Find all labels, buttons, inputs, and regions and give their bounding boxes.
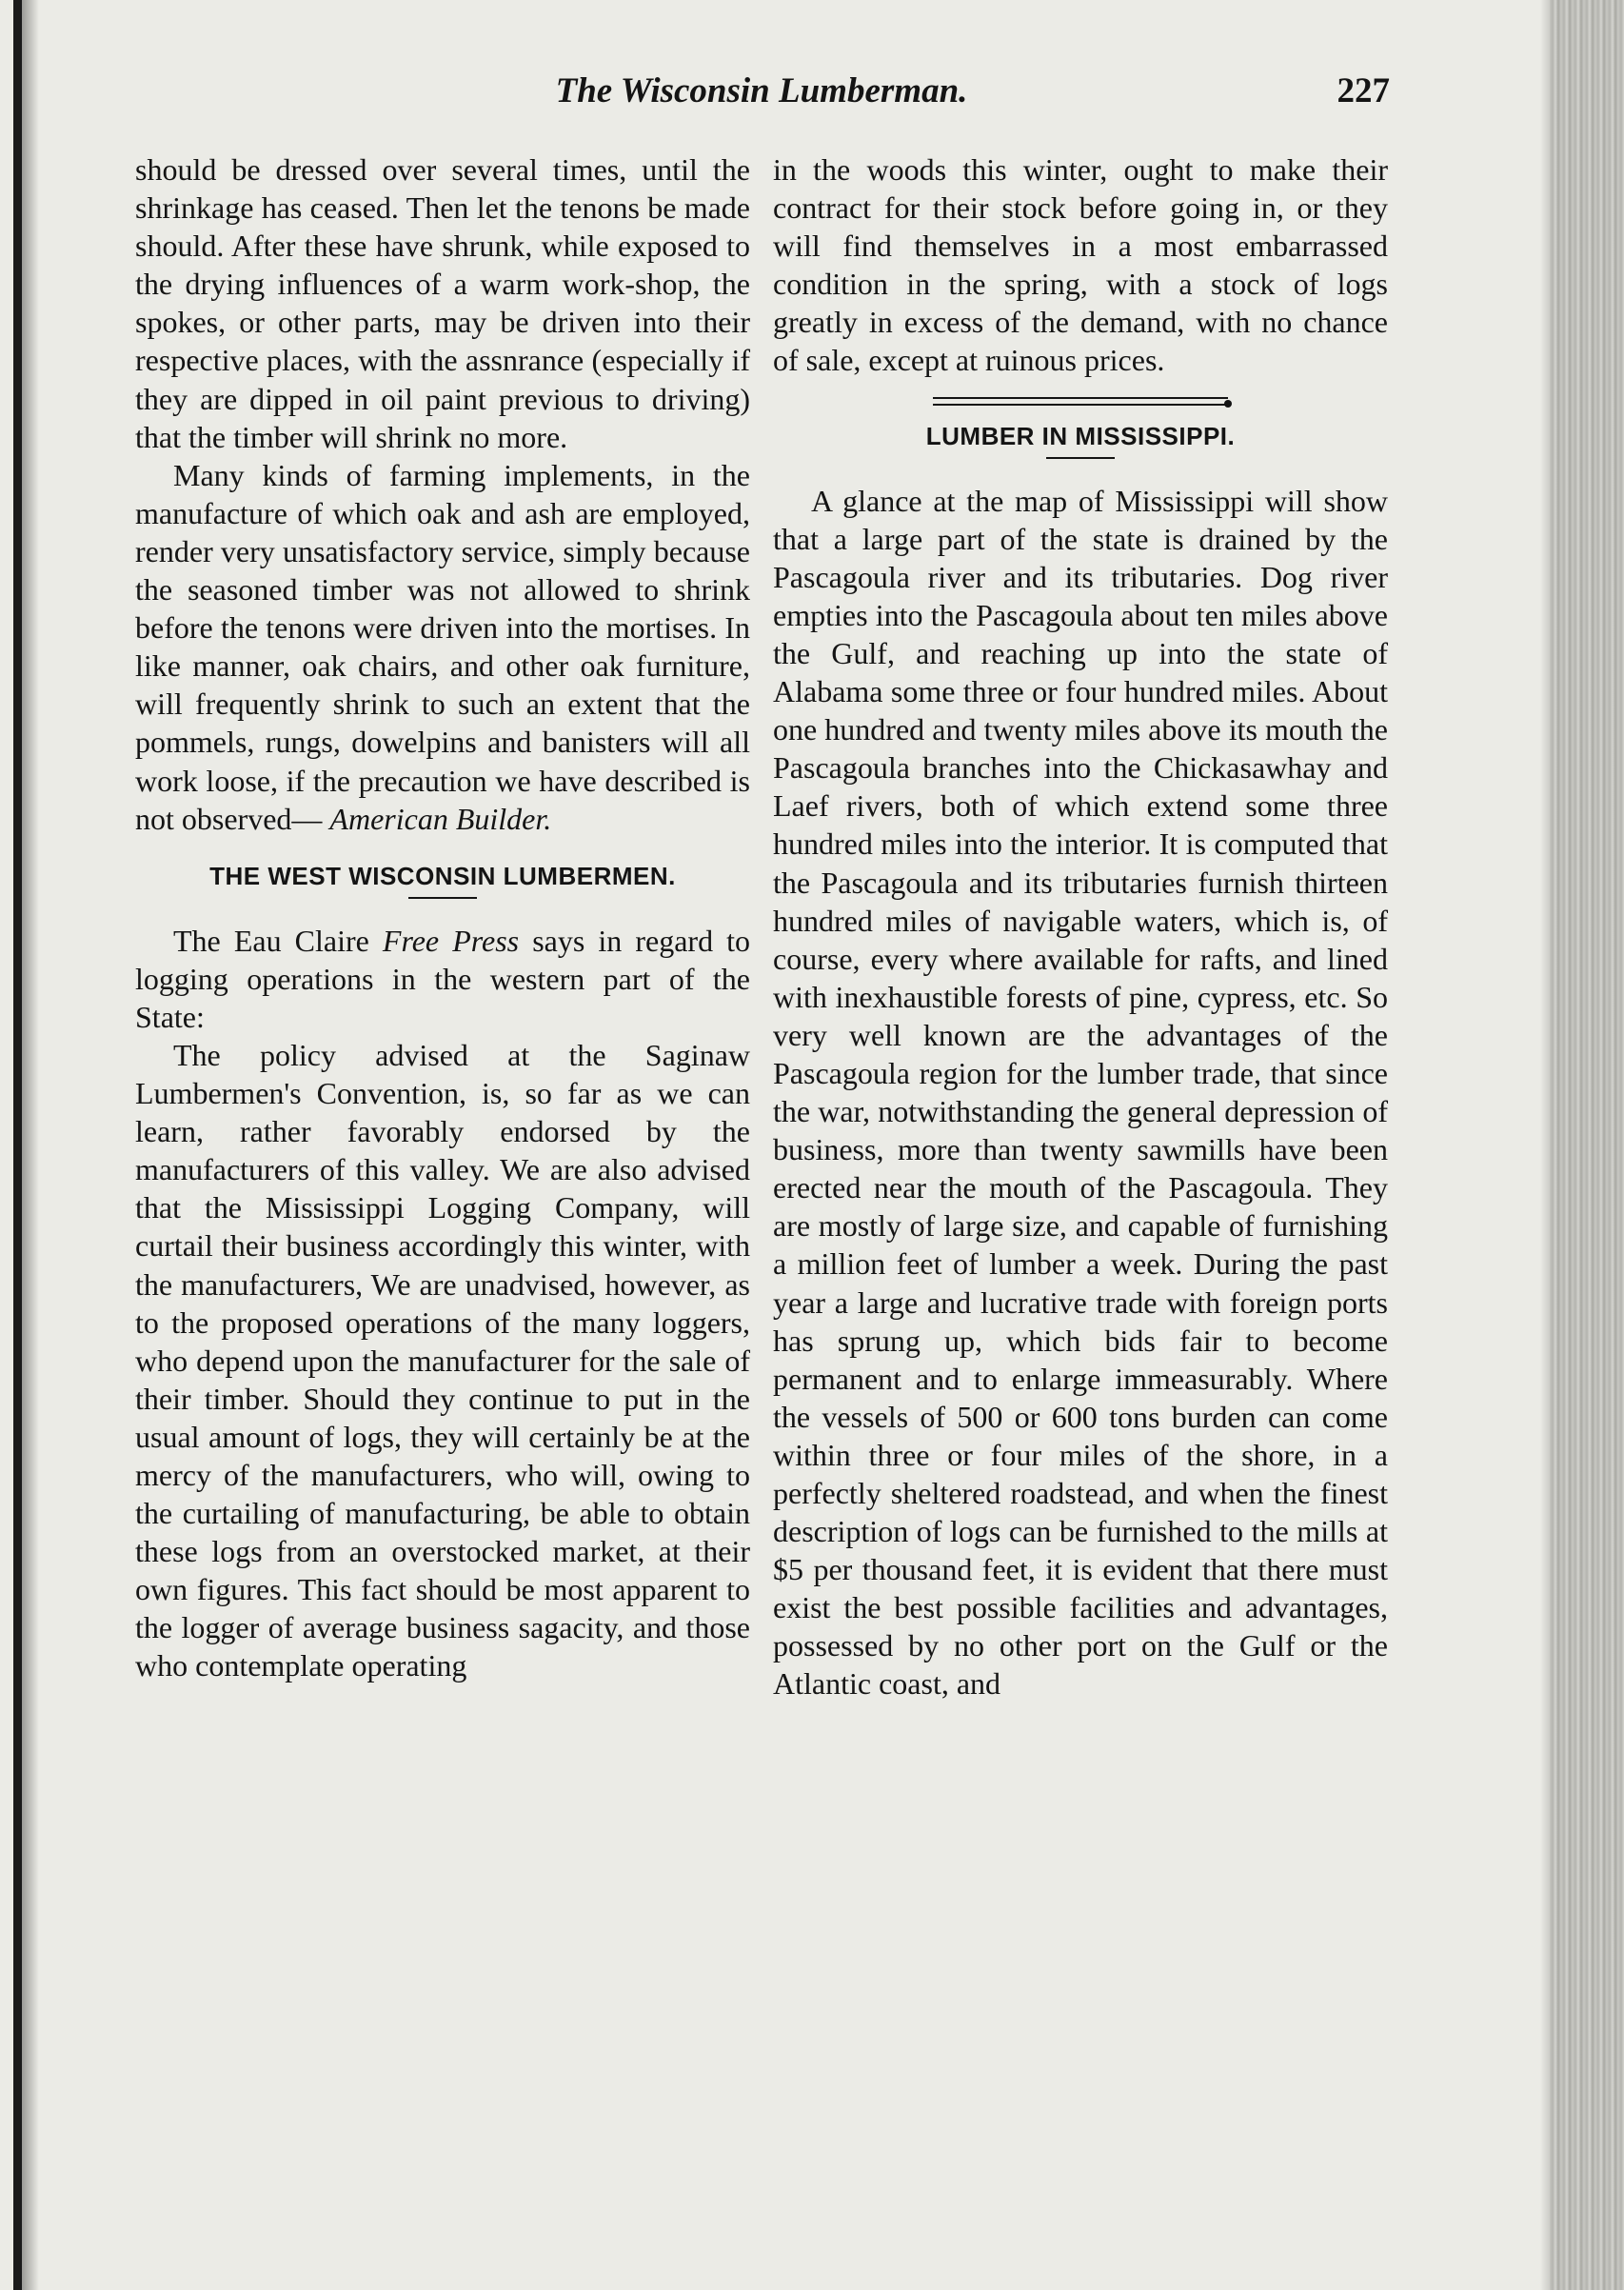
paragraph-continued: in the woods this winter, ought to make their contract for their stock before going in, or they will find themselves in a most embarrassed condition in the spring, with a stock of logs greatly in excess of the demand, with no chance of sale, except at ruinous prices. xyxy=(773,152,1388,378)
page-left-border xyxy=(13,0,22,2290)
paragraph-text: The Eau Claire xyxy=(173,923,369,958)
paragraph-text: Many kinds of farming implements, in the manufacture of which oak and ash are employed, render very unsatisfactory service, simply because the seasoned timber was not allowed to shrink before the tenons were driven into the mortises. In like manner, oak chairs, and other oak furniture, will frequently shrink to such an extent that the pommels, rungs, dowelpins and banisters will all work loose, if the precaution we have described is not observed— xyxy=(135,457,750,836)
heading-rule xyxy=(408,897,477,899)
article-heading-west-wisconsin: THE WEST WISCONSIN LUMBERMEN. xyxy=(209,861,676,890)
paragraph-continued: should be dressed over several times, until the shrinkage has ceased. Then let the tenons be made should. After these have shrunk, while exposed to the drying influences of a warm work-shop, the spokes, or other parts, may be driven into their respective places, with the assnrance (especially if they are dipped in oil paint previous to driving) that the timber will shrink no more. xyxy=(135,152,750,454)
paragraph-eau-claire xyxy=(135,922,750,1036)
article-heading-mississippi: LUMBER IN MISSISSIPPI. xyxy=(925,421,1236,450)
source-citation: American Builder. xyxy=(329,801,552,836)
left-column xyxy=(135,150,750,1685)
paragraph-saginaw-policy: The policy advised at the Saginaw Lumbermen's Convention, is, so far as we can learn, rather favorably endorsed by the manufacturers of this valley. We are also advised that the Mississippi Logging Company, will curtail their business accordingly this winter, with the manufacturers, We are unadvised, however, as to the proposed operations of the many loggers, who depend upon the manufacturer for the sale of their timber. Should they continue to put in the usual amount of logs, they will certainly be at the mercy of the manufacturers, who will, owing to the curtailing of manufacturing, be able to obtain these logs from an overstocked market, at their own figures. This fact should be most apparent to the logger of average business sagacity, and those who contemplate operating xyxy=(135,1037,750,1683)
paragraph-text: says in regard to logging operations in the western part of the State: xyxy=(135,923,751,1034)
section-divider xyxy=(933,397,1228,406)
paragraph-farming-implements xyxy=(135,456,750,838)
heading-rule xyxy=(1046,457,1115,459)
paragraph-pascagoula: A glance at the map of Mississippi will show that a large part of the state is drained by the Pascagoula river and its tributaries. Dog river empties into the Pascagoula about ten miles above the Gulf, and reaching up into the state of Alabama some three or four hundred miles. About one hundred and twenty miles above its mouth the Pascagoula branches into the Chickasawhay and Laef rivers, both of which extend some three hundred miles into the interior. It is computed that the Pascagoula and its tributaries furnish thirteen hundred miles of navigable waters, which is, of course, every where available for rafts, and lined with inexhaustible forests of pine, cypress, etc. So very well known are the advantages of the Pascagoula region for the lumber trade, that since the war, notwithstanding the general depression of business, more than twenty sawmills have been erected near the mouth of the Pascagoula. They are mostly of large size, and capable of furnishing a million feet of lumber a week. During the past year a large and lucrative trade with foreign ports has sprung up, which bids fair to become permanent and to enlarge immeasurably. Where the vessels of 500 or 600 tons burden can come within three or four miles of the shore, in a perfectly sheltered roadstead, and when the finest description of logs can be furnished to the mills at $5 per thousand feet, it is evident that there must exist the best possible facilities and advantages, possessed by no other port on the Gulf or the Atlantic coast, and xyxy=(773,483,1388,1702)
book-binding-gutter xyxy=(1550,0,1624,2290)
page-header xyxy=(133,70,1390,124)
page-number: 227 xyxy=(1337,71,1390,110)
newspaper-name: Free Press xyxy=(382,923,520,958)
right-column xyxy=(773,150,1388,1703)
page-left-shadow xyxy=(22,0,39,2290)
running-title: The Wisconsin Lumberman. xyxy=(555,71,968,110)
